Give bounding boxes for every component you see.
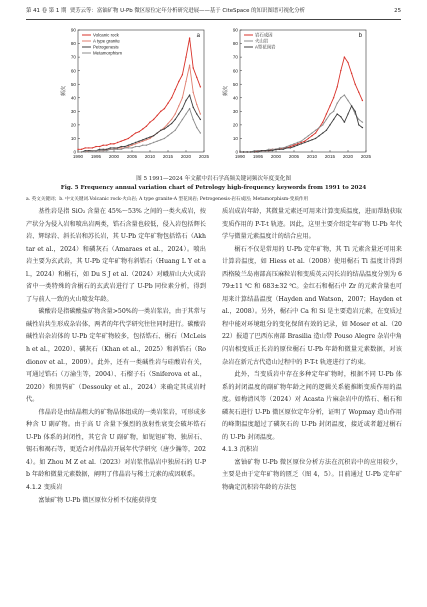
x-tick-label: 2000: [270, 154, 282, 159]
panel-letter: a: [196, 33, 200, 39]
data-point: [293, 145, 294, 146]
data-point: [135, 142, 136, 143]
data-point: [92, 147, 93, 148]
data-point: [135, 132, 136, 133]
data-point: [185, 100, 186, 101]
data-point: [344, 121, 345, 122]
y-tick-label: 60: [70, 68, 76, 74]
section-heading-sedimentary: 4.1.3 沉积岩: [222, 446, 259, 454]
data-point: [355, 111, 356, 112]
chart-b-svg: [222, 22, 372, 172]
data-point: [304, 140, 305, 141]
data-point: [329, 113, 330, 114]
legend-label: Petrogenesis: [93, 44, 119, 50]
data-point: [182, 97, 183, 98]
data-point: [106, 145, 107, 146]
chart-panel-b: [222, 22, 372, 172]
paragraph-metamorphic-intro: 富铀矿物 U-Pb 微区原位分析不仅能获得变: [38, 496, 157, 504]
x-tick-label: 2005: [126, 154, 138, 159]
data-point: [117, 142, 118, 143]
data-point: [164, 108, 165, 109]
legend-label: Metamorphism: [93, 50, 123, 56]
data-point: [283, 149, 284, 150]
y-tick-label: 30: [70, 108, 76, 114]
data-point: [113, 143, 114, 144]
data-point: [189, 37, 190, 38]
series-line-0: [240, 57, 362, 152]
data-point: [160, 139, 161, 140]
data-point: [106, 149, 107, 150]
y-tick-label: 30: [232, 108, 238, 114]
data-point: [113, 147, 114, 148]
panel-letter: b: [358, 33, 362, 39]
data-point: [358, 124, 359, 125]
y-axis-label: 频次: [223, 85, 229, 97]
data-point: [95, 150, 96, 151]
data-point: [333, 97, 334, 98]
data-point: [290, 145, 291, 146]
data-point: [139, 140, 140, 141]
data-point: [326, 119, 327, 120]
data-point: [121, 146, 122, 147]
section-heading-metamorphic: 4.1.2 变质岩: [26, 484, 63, 492]
x-tick-label: 1990: [72, 154, 84, 159]
data-point: [340, 97, 341, 98]
data-point: [178, 124, 179, 125]
data-point: [301, 140, 302, 141]
data-point: [185, 56, 186, 57]
data-point: [329, 124, 330, 125]
data-point: [135, 143, 136, 144]
data-point: [347, 100, 348, 101]
data-point: [337, 103, 338, 104]
data-point: [358, 92, 359, 93]
data-point: [290, 147, 291, 148]
data-point: [340, 70, 341, 71]
x-tick-label: 1995: [252, 154, 264, 159]
data-point: [175, 113, 176, 114]
legend-label: Volcanic rock: [93, 32, 119, 38]
data-point: [110, 143, 111, 144]
data-point: [128, 138, 129, 139]
x-tick-label: 2015: [324, 154, 336, 159]
data-point: [362, 100, 363, 101]
legend-label: 岩石成因: [255, 32, 273, 38]
data-point: [128, 147, 129, 148]
data-point: [167, 123, 168, 124]
data-point: [333, 119, 334, 120]
data-point: [254, 151, 255, 152]
data-point: [279, 149, 280, 150]
x-tick-label: 2025: [360, 154, 372, 159]
data-point: [103, 150, 104, 151]
x-tick-label: 2020: [180, 154, 192, 159]
data-point: [175, 119, 176, 120]
data-point: [265, 150, 266, 151]
data-point: [139, 131, 140, 132]
data-point: [272, 149, 273, 150]
chart-a-svg: [60, 22, 210, 172]
data-point: [110, 147, 111, 148]
data-point: [358, 119, 359, 120]
data-point: [117, 149, 118, 150]
data-point: [182, 74, 183, 75]
data-point: [106, 150, 107, 151]
data-point: [167, 135, 168, 136]
series-line-3: [78, 109, 200, 152]
data-point: [103, 145, 104, 146]
data-point: [167, 103, 168, 104]
chart-panel-a: [60, 22, 210, 172]
data-point: [333, 111, 334, 112]
data-point: [304, 142, 305, 143]
figure-caption-cn: 图 5 1991—2024 年文献中岩石学高频关键词频次年度变化图: [136, 176, 291, 182]
y-tick-label: 80: [70, 41, 76, 47]
data-point: [196, 77, 197, 78]
y-tick-label: 80: [232, 41, 238, 47]
data-point: [157, 132, 158, 133]
data-point: [308, 135, 309, 136]
data-point: [121, 149, 122, 150]
data-point: [362, 121, 363, 122]
y-tick-label: 0: [73, 149, 76, 155]
data-point: [88, 151, 89, 152]
data-point: [135, 146, 136, 147]
data-point: [88, 150, 89, 151]
data-point: [315, 132, 316, 133]
data-point: [189, 65, 190, 66]
data-point: [337, 113, 338, 114]
data-point: [99, 149, 100, 150]
data-point: [344, 94, 345, 95]
data-point: [185, 113, 186, 114]
data-point: [301, 142, 302, 143]
data-point: [311, 135, 312, 136]
data-point: [178, 113, 179, 114]
data-point: [315, 130, 316, 131]
data-point: [175, 130, 176, 131]
data-point: [124, 139, 125, 140]
data-point: [254, 150, 255, 151]
data-point: [261, 150, 262, 151]
data-point: [85, 150, 86, 151]
x-tick-label: 2010: [306, 154, 318, 159]
data-point: [329, 105, 330, 106]
data-point: [117, 147, 118, 148]
journal-volume: 第 41 卷 第 1 期: [26, 8, 67, 14]
paragraph-basic-rocks: 基性岩是指 SiO₂ 含量在 45%～53% 之间的一类火成岩，按产状分为侵入岩和喷出岩两类，锆石含量也较低，侵入岩包括辉长岩、辉绿岩、斜长岩和苏长岩，其 U-Pb 定年矿物包括锆石（Akhtar et al.，2024）和磷灰石（Amaraes et al.，2024）。喷出岩主要为玄武岩，其 U-Pb 定年矿物有斜锆石（Huang L Y et al.，2024）和榍石，如 Du S J et al.（2024）对峨眉山大火成岩省中一类特殊的含榍石的玄武岩进行了 U-Pb 同位素分析，得到了与前人一致的火山喷发年龄。: [26, 208, 206, 303]
data-point: [308, 138, 309, 139]
data-point: [85, 151, 86, 152]
data-point: [142, 145, 143, 146]
data-point: [268, 150, 269, 151]
data-point: [88, 147, 89, 148]
x-tick-label: 2010: [144, 154, 156, 159]
data-point: [308, 140, 309, 141]
data-point: [131, 143, 132, 144]
data-point: [178, 81, 179, 82]
data-point: [326, 130, 327, 131]
data-point: [160, 130, 161, 131]
data-point: [146, 126, 147, 127]
legend-label: A type granite: [93, 38, 120, 44]
data-point: [297, 142, 298, 143]
figure-note: a. 英文关键词；b. 中文关键词.Volcanic rock-火山岩; A type granite-A 型花岗岩; Petrogenesis-岩石成因; Metamorphism-变质作用: [26, 197, 309, 202]
data-point: [131, 145, 132, 146]
y-tick-label: 20: [70, 122, 76, 128]
data-point: [81, 151, 82, 152]
data-point: [81, 149, 82, 150]
data-point: [128, 145, 129, 146]
data-point: [175, 89, 176, 90]
series-line-2: [240, 106, 362, 152]
data-point: [128, 146, 129, 147]
data-point: [362, 127, 363, 128]
data-point: [153, 142, 154, 143]
x-tick-label: 2020: [342, 154, 354, 159]
data-point: [193, 67, 194, 68]
data-point: [196, 104, 197, 105]
y-tick-label: 10: [232, 136, 238, 142]
page-number: 25: [394, 8, 401, 14]
figure-caption-en: Fig. 5 Frequency annual variation chart of Petrology high-frequency keywords from 1991 to 2024: [60, 185, 367, 191]
x-tick-label: 1995: [90, 154, 102, 159]
x-tick-label: 2015: [162, 154, 174, 159]
data-point: [196, 113, 197, 114]
x-tick-label: 2005: [288, 154, 300, 159]
paragraph-carbonatite: 碳酸岩是指碳酸盐矿物含量>50%的一类岩浆岩，由于其常与碱性岩共生形成杂岩体，两者的年代学研究往往同时进行。碳酸岩碱性岩杂岩体的 U-Pb 定年矿物较多，包括锆石、榍石（McLeish et al.，2020）、磷灰石（Khan et al.，2025）和斜锆石（Rodionov et al.，2009）。此外，还有一类碱性岩与硅酸岩有关，可通过锆石（万渝生等，2004）、石榴子石（Sniferova et al.，2020）和黑钨矿（Dessouky et al.，2024）来确定其成岩时代。: [26, 308, 206, 404]
data-point: [301, 143, 302, 144]
data-point: [149, 121, 150, 122]
data-point: [283, 147, 284, 148]
data-point: [153, 135, 154, 136]
data-point: [322, 121, 323, 122]
data-point: [293, 143, 294, 144]
data-point: [243, 151, 244, 152]
data-point: [257, 151, 258, 152]
data-point: [95, 146, 96, 147]
data-point: [178, 105, 179, 106]
y-axis-label: 频次: [61, 85, 67, 97]
paragraph-titanite: 榍石不仅是常用的 U-Pb 定年矿物，其 Ti 元素含量还可用来计算岩温度，如 Hiess et al.（2008）使用榍石 Ti 温度计得到西格陵兰岛南部高压麻粒岩和变质英云闪长岩的结晶温度分别为 679±11 ℃ 和 683±32 ℃。金红石和榍石中 Zr 的元素含量也可用来计算结晶温度（Hayden and Watson，2007；Hayden et al.，2008）。另外，榍石中 Ca 和 Si 是主要造岩元素，在变质过程中能对环境组分的变化保留有效的记录，如 Moser et al.（2022）报道了巴西东南部 Brasilia 造山带 Pouso Alegre 杂岩中角闪岩相变质正长岩的原位榍石 U-Pb 年龄和微量元素数据，对该杂岩在新元古代造山过程中的 P-T-t 轨迹进行了约束。: [222, 245, 402, 366]
data-point: [322, 124, 323, 125]
data-point: [92, 150, 93, 151]
data-point: [157, 115, 158, 116]
data-point: [347, 62, 348, 63]
data-point: [279, 147, 280, 148]
data-point: [268, 149, 269, 150]
data-point: [171, 132, 172, 133]
data-point: [351, 73, 352, 74]
data-point: [85, 147, 86, 148]
data-point: [247, 151, 248, 152]
data-point: [139, 142, 140, 143]
data-point: [193, 107, 194, 108]
data-point: [142, 128, 143, 129]
data-point: [131, 135, 132, 136]
data-point: [142, 139, 143, 140]
data-point: [77, 149, 78, 150]
y-tick-label: 0: [235, 149, 238, 155]
data-point: [110, 149, 111, 150]
y-tick-label: 90: [232, 27, 238, 33]
data-point: [351, 105, 352, 106]
paragraph-metamorphic-cont: 质岩成岩年龄，其微量元素还可用来计算变质温度，进而帮助获取变质作用的 P-T-t 轨迹。因此，这里主要介绍定年矿物 U-Pb 年代学与微量元素温度计的结合应用。: [222, 208, 402, 241]
data-point: [193, 92, 194, 93]
y-tick-label: 50: [232, 81, 238, 87]
data-point: [99, 150, 100, 151]
data-point: [322, 132, 323, 133]
right-column: [222, 206, 402, 495]
data-point: [196, 127, 197, 128]
data-point: [297, 143, 298, 144]
data-point: [200, 119, 201, 120]
data-point: [189, 108, 190, 109]
data-point: [171, 123, 172, 124]
data-point: [131, 147, 132, 148]
y-tick-label: 40: [70, 95, 76, 101]
data-point: [189, 94, 190, 95]
data-point: [157, 140, 158, 141]
data-point: [139, 146, 140, 147]
data-point: [200, 86, 201, 87]
header-authors: 贾芳云等：富铀矿物 U-Pb 微区原位定年分析研究进展——基于 CiteSpace 的知识图谱可视化分析: [69, 8, 306, 14]
data-point: [121, 147, 122, 148]
header-left: [26, 5, 305, 18]
data-point: [337, 86, 338, 87]
data-point: [171, 97, 172, 98]
paragraph-sedimentary: 富铀矿物 U-Pb 微区原位分析方法在沉积岩中的应用较少，主要是由于定年矿物的匮乏（图 4，5）。目前通过 U-Pb 定年矿物确定沉积岩年龄的方法包: [222, 458, 402, 492]
series-line-2: [78, 95, 200, 152]
running-header: [26, 5, 401, 18]
x-tick-label: 2025: [198, 154, 210, 159]
data-point: [146, 139, 147, 140]
data-point: [304, 138, 305, 139]
header-divider: [26, 19, 401, 20]
data-point: [319, 135, 320, 136]
data-point: [124, 146, 125, 147]
y-tick-label: 70: [70, 54, 76, 60]
legend-label: 火山岩: [255, 38, 269, 44]
data-point: [347, 113, 348, 114]
data-point: [239, 151, 240, 152]
data-point: [113, 149, 114, 150]
y-tick-label: 90: [70, 27, 76, 33]
paragraph-pegmatite: 伟晶岩是由结晶粗大的矿物晶体组成的一类岩浆岩，可形成多种含 U 副矿物。由于高 U 含量下强烈的放射性衰变会破坏锆石 U-Pb 体系的封闭性，其它含 U 副矿物，如铌钽矿物、独居石、锡石和褐石等，更适合对伟晶岩开展年代学研究（唐少瀚等，2024）。如 Zhou M Z et al.（2023）对岩浆伟晶岩中独居石的 U-Pb 年龄和微量元素数据，阐明了伟晶岩与稀土元素的成因联系。: [26, 408, 206, 479]
data-point: [311, 139, 312, 140]
data-point: [200, 132, 201, 133]
data-point: [275, 149, 276, 150]
data-point: [290, 146, 291, 147]
data-point: [319, 127, 320, 128]
data-point: [182, 119, 183, 120]
y-tick-label: 20: [232, 122, 238, 128]
data-point: [200, 113, 201, 114]
data-point: [340, 116, 341, 117]
data-point: [142, 140, 143, 141]
data-point: [149, 138, 150, 139]
data-point: [149, 136, 150, 137]
y-tick-label: 50: [70, 81, 76, 87]
paragraph-closure-temp: 此外，当变质岩中存在多种定年矿物时，根据不同 U-Pb 体系的封闭温度的副矿物年龄之间的逻辑关系能推断变质作用的温度。如梅清风等（2024）对 Acasta 片麻杂岩中的锆石、榍石和磷灰石进行 U-Pb 微区原位定年分析，证明了 Wopmay 造山作用的峰期温度超过了磷灰石的 U-Pb 封闭温度，接近或者超过榍石的 U-Pb 封闭温度。: [222, 371, 402, 441]
data-point: [326, 113, 327, 114]
data-point: [182, 108, 183, 109]
y-tick-label: 60: [232, 68, 238, 74]
data-point: [272, 150, 273, 151]
data-point: [293, 146, 294, 147]
y-tick-label: 10: [70, 136, 76, 142]
data-point: [153, 119, 154, 120]
data-point: [149, 143, 150, 144]
data-point: [146, 145, 147, 146]
y-tick-label: 70: [232, 54, 238, 60]
data-point: [121, 140, 122, 141]
data-point: [164, 138, 165, 139]
x-tick-label: 1990: [234, 154, 246, 159]
data-point: [171, 119, 172, 120]
data-point: [164, 128, 165, 129]
data-point: [99, 146, 100, 147]
data-point: [167, 126, 168, 127]
legend-label: A型花岗岩: [255, 44, 276, 50]
data-point: [286, 147, 287, 148]
data-point: [146, 138, 147, 139]
data-point: [250, 151, 251, 152]
data-point: [315, 138, 316, 139]
data-point: [355, 84, 356, 85]
data-point: [193, 119, 194, 120]
x-tick-label: 2000: [108, 154, 120, 159]
data-point: [297, 145, 298, 146]
data-point: [77, 151, 78, 152]
data-point: [286, 146, 287, 147]
data-point: [185, 81, 186, 82]
data-point: [311, 132, 312, 133]
left-column: [26, 206, 206, 507]
data-point: [160, 111, 161, 112]
data-point: [103, 149, 104, 150]
data-point: [124, 147, 125, 148]
data-point: [257, 150, 258, 151]
data-point: [344, 56, 345, 57]
y-tick-label: 40: [232, 95, 238, 101]
